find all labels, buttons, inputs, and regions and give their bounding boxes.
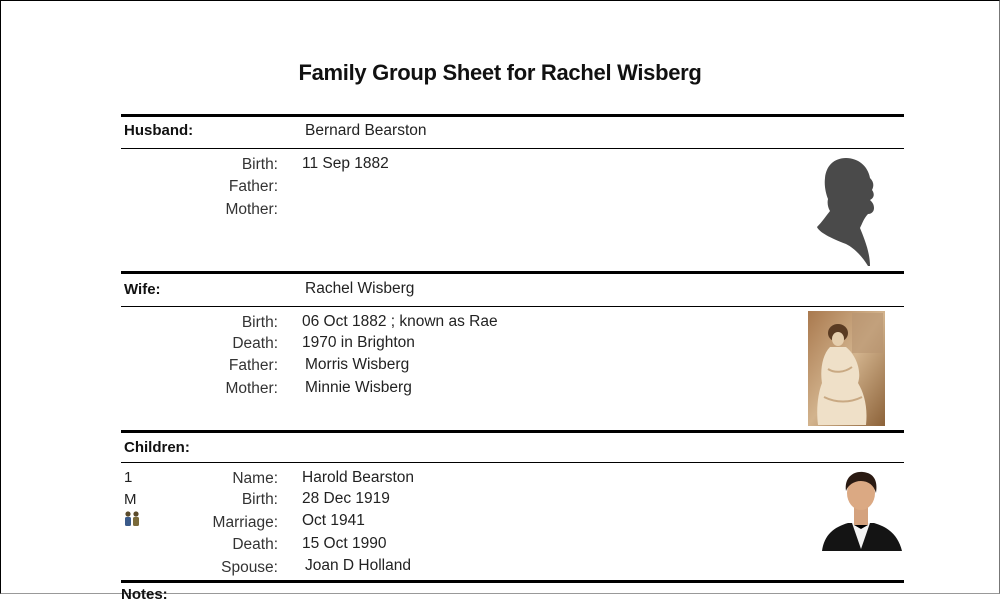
- child-name-label: Name:: [232, 470, 278, 487]
- husband-father-label: Father:: [228, 178, 278, 195]
- husband-mother-label: Mother:: [225, 201, 278, 218]
- child-marriage-label: Marriage:: [212, 514, 278, 531]
- wife-mother-value: Minnie Wisberg: [305, 379, 412, 396]
- husband-birth-label: Birth:: [241, 156, 278, 173]
- section-rule: [121, 430, 904, 433]
- child-death-label: Death:: [232, 536, 278, 553]
- wife-father-value: Morris Wisberg: [305, 356, 410, 373]
- wife-death-label: Death:: [232, 335, 278, 352]
- couple-icon[interactable]: [123, 511, 141, 531]
- wife-mother-label: Mother:: [225, 380, 278, 397]
- tuxedo-portrait-image: [818, 469, 904, 551]
- child-spouse-value: Joan D Holland: [305, 557, 411, 574]
- section-rule: [121, 114, 904, 117]
- section-divider: [121, 462, 904, 463]
- husband-birth-value: 11 Sep 1882: [302, 155, 389, 172]
- husband-section-label: Husband:: [124, 122, 194, 139]
- section-divider: [121, 306, 904, 307]
- children-section-label: Children:: [124, 439, 190, 456]
- husband-silhouette-photo[interactable]: [812, 156, 880, 268]
- child-name-value[interactable]: Harold Bearston: [302, 469, 415, 486]
- wife-name[interactable]: Rachel Wisberg: [305, 280, 415, 297]
- sepia-portrait-image: [808, 311, 885, 426]
- wife-birth-label: Birth:: [241, 314, 278, 331]
- child-birth-value: 28 Dec 1919: [302, 490, 390, 507]
- section-rule: [121, 271, 904, 274]
- notes-section-label: Notes:: [121, 586, 168, 603]
- section-divider: [121, 148, 904, 149]
- husband-name[interactable]: Bernard Bearston: [305, 122, 427, 139]
- child-death-value: 15 Oct 1990: [302, 535, 387, 552]
- child-number: 1: [124, 469, 133, 486]
- wife-birth-value: 06 Oct 1882 ; known as Rae: [302, 313, 498, 330]
- child-sex: M: [124, 491, 137, 508]
- section-rule: [121, 580, 904, 583]
- wife-death-value: 1970 in Brighton: [302, 334, 415, 351]
- child-birth-label: Birth:: [241, 491, 278, 508]
- wife-section-label: Wife:: [124, 281, 161, 298]
- child-portrait-photo[interactable]: [818, 469, 904, 551]
- wife-portrait-photo[interactable]: [808, 311, 885, 426]
- wife-father-label: Father:: [228, 357, 278, 374]
- silhouette-icon: [812, 156, 880, 268]
- child-spouse-label: Spouse:: [221, 559, 278, 576]
- child-marriage-value: Oct 1941: [302, 512, 365, 529]
- page-title: Family Group Sheet for Rachel Wisberg: [298, 60, 702, 85]
